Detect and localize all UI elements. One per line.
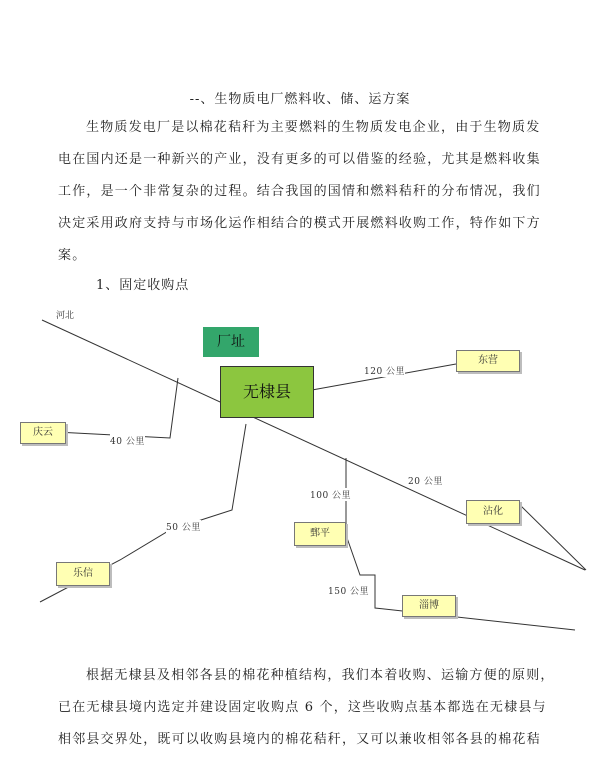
- region-label-hebei: 河北: [56, 311, 75, 321]
- outro-line-3: 相邻县交界处，既可以收购县境内的棉花秸秆，又可以兼收相邻各县的棉花秸: [58, 732, 541, 747]
- place-dongying: 东营: [456, 350, 520, 372]
- qingyun-road-line: [56, 378, 178, 438]
- distance-zhanhua: 20 公里: [408, 474, 443, 487]
- distance-dongying: 120 公里: [364, 364, 405, 377]
- distance-leling: 50 公里: [166, 520, 201, 533]
- outro-paragraph: [58, 660, 576, 756]
- factory-site-box: 厂址: [203, 327, 259, 357]
- place-qingyun: 庆云: [20, 422, 66, 444]
- section-heading: --、生物质电厂燃料收、储、运方案: [189, 92, 411, 107]
- intro-line-4: 决定采用政府支持与市场化运作相结合的模式开展燃料收购工作，特作如下方: [58, 216, 541, 231]
- place-zouping: 鄄平: [294, 522, 346, 546]
- zhanhua-road-line: [520, 505, 586, 570]
- intro-line-2: 电在国内还是一种新兴的产业，没有更多的可以借鉴的经验，尤其是燃料收集: [58, 152, 541, 167]
- place-zhanhua: 沾化: [466, 500, 520, 524]
- subsection-heading: 1、固定收购点: [96, 278, 190, 293]
- intro-line-3: 工作，是一个非常复杂的过程。结合我国的国情和燃料秸秆的分布情况，我们: [58, 184, 541, 199]
- county-box: 无棣县: [220, 366, 314, 418]
- outro-line-2: 已在无棣县境内选定并建设固定收购点 6 个，这些收购点基本都选在无棣县与: [58, 700, 547, 715]
- distance-zibo: 150 公里: [328, 584, 369, 597]
- distance-zouping: 100 公里: [310, 488, 351, 501]
- distance-qingyun: 40 公里: [110, 434, 145, 447]
- intro-line-1: 生物质发电厂是以棉花秸秆为主要燃料的生物质发电企业，由于生物质发: [86, 120, 541, 135]
- intro-line-5: 案。: [58, 248, 87, 263]
- place-leling: 乐信: [56, 562, 110, 586]
- place-zibo: 淄博: [402, 595, 456, 617]
- outro-line-1: 根据无棣县及相邻各县的棉花种植结构，我们本着收购、运输方便的原则，: [86, 668, 555, 683]
